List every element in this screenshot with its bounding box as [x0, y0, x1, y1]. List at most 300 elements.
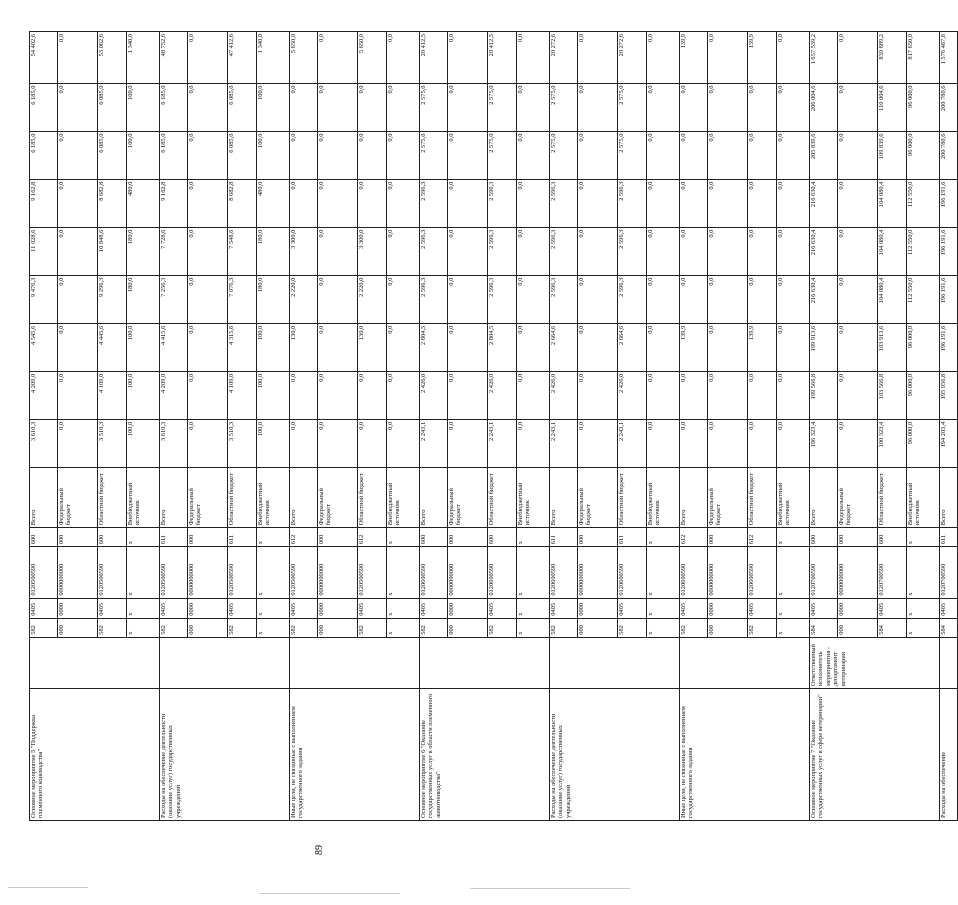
year-value: 0,0	[318, 323, 358, 371]
grbs-code: 000	[318, 618, 358, 637]
funding-source: Всего	[810, 467, 838, 527]
csr-code: x	[647, 547, 680, 598]
csr-code: 0120700590	[878, 547, 907, 598]
year-value: 0,0	[838, 323, 878, 371]
year-value: 7 548,6	[228, 227, 257, 275]
year-value: 216 630,4	[810, 275, 838, 323]
executor-cell	[160, 637, 290, 688]
funding-source: Внебюджетный источник	[387, 467, 420, 527]
csr-code: 0120600590	[680, 547, 708, 598]
year-value: 216 630,4	[810, 179, 838, 227]
funding-source: Федеральный бюджет	[448, 467, 488, 527]
funding-source: Всего	[30, 467, 58, 527]
total-value: 20 272,6	[550, 32, 578, 84]
year-value: 0,0	[777, 227, 810, 275]
csr-code: 0000000000	[188, 547, 228, 598]
year-value: 2 596,3	[488, 227, 517, 275]
csr-code: 0000000000	[58, 547, 98, 598]
year-value: 2 575,0	[488, 83, 517, 131]
year-value: 130,0	[358, 323, 387, 371]
grbs-code: 584	[878, 618, 907, 637]
vr-code: 611	[228, 528, 257, 547]
rzpr-code: 0405	[420, 598, 448, 618]
total-value: 5 650,0	[290, 32, 318, 84]
total-value: 1 340,0	[257, 32, 290, 84]
vr-code: x	[127, 528, 160, 547]
year-value: 0,0	[578, 275, 618, 323]
year-value: 4 109,0	[228, 371, 257, 419]
year-value: 0,0	[680, 179, 708, 227]
csr-code: 0120500590	[30, 547, 58, 598]
year-value: 0,0	[58, 419, 98, 467]
csr-code: 0120700590	[940, 547, 958, 598]
year-value: 216 630,4	[810, 227, 838, 275]
table-row	[30, 32, 58, 821]
year-value: 112 550,0	[907, 275, 940, 323]
year-value: 100 323,4	[878, 419, 907, 467]
executor-cell	[550, 637, 680, 688]
vr-code: 611	[940, 528, 958, 547]
year-value: 2 575,0	[618, 131, 647, 179]
csr-code: 0000000000	[838, 547, 878, 598]
total-value: 5 650,0	[358, 32, 387, 84]
year-value: 0,0	[708, 131, 748, 179]
total-value: 20 272,6	[618, 32, 647, 84]
year-value: 3 510,3	[228, 419, 257, 467]
funding-source: Областной бюджет	[488, 467, 517, 527]
year-value: 0,0	[680, 83, 708, 131]
year-value: 0,0	[708, 179, 748, 227]
year-value: 0,0	[358, 131, 387, 179]
year-value: 0,0	[647, 323, 680, 371]
year-value: 2 220,0	[290, 275, 318, 323]
year-value: 0,0	[748, 371, 777, 419]
total-value: 54 402,6	[30, 32, 58, 84]
year-value: 4 109,0	[98, 371, 127, 419]
grbs-code: 000	[58, 618, 98, 637]
total-value: 839 889,2	[878, 32, 907, 84]
year-value: 0,0	[517, 371, 550, 419]
activity-title: Расходы на обеспечение деятельности (оказание услуг) государственных учреждений	[550, 689, 680, 821]
year-value: 4 209,0	[30, 371, 58, 419]
total-value: 48 752,6	[160, 32, 188, 84]
year-value: 100,0	[257, 371, 290, 419]
funding-source: Всего	[680, 467, 708, 527]
year-value: 0,0	[318, 83, 358, 131]
budget-table	[29, 31, 958, 821]
funding-source: Внебюджетный источник	[517, 467, 550, 527]
year-value: 0,0	[188, 323, 228, 371]
activity-title: Расходы на обеспечение	[940, 689, 958, 821]
year-value: 100,0	[127, 323, 160, 371]
year-value: 2 575,0	[618, 83, 647, 131]
year-value: 2 596,3	[618, 227, 647, 275]
vr-code: 611	[160, 528, 188, 547]
csr-code: 0120600590	[488, 547, 517, 598]
year-value: 6 185,0	[30, 131, 58, 179]
vr-code: 600	[488, 528, 517, 547]
year-value: 3 300,0	[290, 227, 318, 275]
year-value: 9 162,8	[160, 179, 188, 227]
year-value: 6 085,0	[98, 83, 127, 131]
grbs-code: 582	[748, 618, 777, 637]
year-value: 2 220,0	[358, 275, 387, 323]
year-value: 196 323,4	[810, 419, 838, 467]
total-value: 0,0	[318, 32, 358, 84]
table-row	[160, 32, 188, 821]
funding-source: Внебюджетный источник	[257, 467, 290, 527]
grbs-code: 582	[228, 618, 257, 637]
vr-code: 000	[448, 528, 488, 547]
total-value: 47 412,6	[228, 32, 257, 84]
year-value: 2 596,3	[488, 179, 517, 227]
vr-code: 600	[98, 528, 127, 547]
vr-code: 000	[188, 528, 228, 547]
year-value: 2 596,3	[420, 227, 448, 275]
funding-source: Областной бюджет	[878, 467, 907, 527]
year-value: 0,0	[387, 275, 420, 323]
rzpr-code: 0405	[290, 598, 318, 618]
grbs-code: x	[127, 618, 160, 637]
year-value: 0,0	[517, 179, 550, 227]
grbs-code: 582	[30, 618, 58, 637]
funding-source: Федеральный бюджет	[838, 467, 878, 527]
year-value: 0,0	[647, 131, 680, 179]
vr-code: 000	[838, 528, 878, 547]
year-value: 139,9	[748, 323, 777, 371]
year-value: 0,0	[748, 419, 777, 467]
year-value: 480,0	[127, 179, 160, 227]
year-value: 6 085,0	[98, 131, 127, 179]
year-value: 0,0	[517, 131, 550, 179]
year-value: 0,0	[680, 275, 708, 323]
year-value: 0,0	[680, 131, 708, 179]
activity-title: Основное мероприятие 7 "Оказание государственных услуг в сфере ветеринарии"	[810, 689, 940, 821]
funding-source: Внебюджетный источник	[647, 467, 680, 527]
rotated-table-page	[29, 31, 947, 821]
rzpr-code: 0405	[550, 598, 578, 618]
grbs-code: 582	[420, 618, 448, 637]
rzpr-code: 0000	[448, 598, 488, 618]
year-value: 2 664,6	[550, 323, 578, 371]
rzpr-code: 0000	[318, 598, 358, 618]
year-value: 2 575,0	[420, 83, 448, 131]
year-value: 11 028,6	[30, 227, 58, 275]
rzpr-code: 0405	[618, 598, 647, 618]
grbs-code: 000	[448, 618, 488, 637]
year-value: 7 076,3	[228, 275, 257, 323]
total-value: 0,0	[188, 32, 228, 84]
csr-code: x	[777, 547, 810, 598]
funding-source: Федеральный бюджет	[58, 467, 98, 527]
year-value: 0,0	[578, 227, 618, 275]
vr-code: x	[257, 528, 290, 547]
year-value: 100,0	[127, 371, 160, 419]
year-value: 112 550,0	[907, 179, 940, 227]
vr-code: 612	[680, 528, 708, 547]
executor-cell	[30, 637, 160, 688]
grbs-code: 000	[708, 618, 748, 637]
grbs-code: 584	[940, 618, 958, 637]
total-value: 0,0	[838, 32, 878, 84]
csr-code: x	[127, 547, 160, 598]
year-value: 6 085,0	[228, 83, 257, 131]
year-value: 0,0	[448, 419, 488, 467]
year-value: 0,0	[708, 275, 748, 323]
csr-code: x	[387, 547, 420, 598]
vr-code: 000	[318, 528, 358, 547]
year-value: 0,0	[387, 323, 420, 371]
executor-cell	[290, 637, 420, 688]
year-value: 0,0	[838, 419, 878, 467]
year-value: 0,0	[448, 323, 488, 371]
csr-code: 0120600590	[748, 547, 777, 598]
year-value: 0,0	[578, 179, 618, 227]
funding-source: Всего	[420, 467, 448, 527]
year-value: 0,0	[448, 179, 488, 227]
vr-code: x	[517, 528, 550, 547]
year-value: 2 426,0	[550, 371, 578, 419]
year-value: 0,0	[448, 83, 488, 131]
year-value: 0,0	[188, 83, 228, 131]
grbs-code: 582	[98, 618, 127, 637]
year-value: 196 191,6	[940, 275, 958, 323]
grbs-code: 582	[618, 618, 647, 637]
year-value: 0,0	[188, 371, 228, 419]
year-value: 0,0	[358, 371, 387, 419]
rzpr-code: 0000	[708, 598, 748, 618]
year-value: 100,0	[257, 419, 290, 467]
rzpr-code: x	[387, 598, 420, 618]
total-value: 0,0	[578, 32, 618, 84]
year-value: 0,0	[647, 371, 680, 419]
year-value: 0,0	[290, 131, 318, 179]
vr-code: 000	[58, 528, 98, 547]
year-value: 0,0	[448, 131, 488, 179]
year-value: 6 085,0	[228, 131, 257, 179]
year-value: 110 004,6	[878, 83, 907, 131]
year-value: 0,0	[748, 275, 777, 323]
grbs-code: 000	[188, 618, 228, 637]
year-value: 0,0	[318, 419, 358, 467]
total-value: 53 062,6	[98, 32, 127, 84]
year-value: 0,0	[708, 83, 748, 131]
vr-code: x	[647, 528, 680, 547]
year-value: 2 596,3	[420, 179, 448, 227]
rzpr-code: x	[777, 598, 810, 618]
total-value: 139,9	[748, 32, 777, 84]
total-value: 817 650,0	[907, 32, 940, 84]
year-value: 0,0	[188, 179, 228, 227]
csr-code: x	[257, 547, 290, 598]
year-value: 2 575,0	[420, 131, 448, 179]
funding-source: Федеральный бюджет	[708, 467, 748, 527]
year-value: 6 185,0	[30, 83, 58, 131]
year-value: 194 203,4	[940, 419, 958, 467]
year-value: 0,0	[58, 275, 98, 323]
year-value: 0,0	[838, 275, 878, 323]
grbs-code: 582	[160, 618, 188, 637]
rzpr-code: 0405	[160, 598, 188, 618]
year-value: 0,0	[748, 83, 777, 131]
year-value: 0,0	[838, 131, 878, 179]
year-value: 180,0	[127, 227, 160, 275]
year-value: 2 596,3	[618, 275, 647, 323]
year-value: 0,0	[318, 131, 358, 179]
year-value: 100,0	[127, 419, 160, 467]
funding-source: Всего	[550, 467, 578, 527]
scan-line	[260, 893, 400, 894]
year-value: 0,0	[708, 323, 748, 371]
year-value: 199 566,8	[810, 371, 838, 419]
year-value: 96 000,0	[907, 83, 940, 131]
year-value: 0,0	[290, 179, 318, 227]
year-value: 2 426,0	[618, 371, 647, 419]
vr-code: 612	[748, 528, 777, 547]
year-value: 6 185,0	[160, 131, 188, 179]
total-value: 1 576 487,8	[940, 32, 958, 84]
year-value: 0,0	[647, 179, 680, 227]
year-value: 2 596,3	[550, 227, 578, 275]
year-value: 2 575,0	[550, 131, 578, 179]
year-value: 0,0	[387, 179, 420, 227]
grbs-code: x	[777, 618, 810, 637]
year-value: 180,0	[257, 275, 290, 323]
year-value: 0,0	[318, 275, 358, 323]
funding-source: Всего	[940, 467, 958, 527]
csr-code: 0120500590	[228, 547, 257, 598]
year-value: 0,0	[838, 227, 878, 275]
year-value: 180,0	[257, 227, 290, 275]
grbs-code: 582	[488, 618, 517, 637]
year-value: 2 426,0	[488, 371, 517, 419]
activity-title: Расходы на обеспечение деятельности (оказание услуг) государственных учреждений	[160, 689, 290, 821]
year-value: 100,0	[127, 83, 160, 131]
year-value: 0,0	[58, 227, 98, 275]
executor-cell	[420, 637, 550, 688]
grbs-code: 582	[680, 618, 708, 637]
csr-code: 0120600590	[550, 547, 578, 598]
csr-code: 0120600590	[420, 547, 448, 598]
year-value: 4 545,6	[30, 323, 58, 371]
year-value: 96 000,0	[907, 419, 940, 467]
total-value: 0,0	[777, 32, 810, 84]
total-value: 1 657 539,2	[810, 32, 838, 84]
scan-line	[470, 888, 630, 889]
year-value: 112 550,0	[907, 227, 940, 275]
executor-cell: Ответственный исполнитель мероприятия - департамент ветеринарии	[810, 637, 940, 688]
rzpr-code: 0405	[878, 598, 907, 618]
vr-code: 600	[30, 528, 58, 547]
grbs-code: x	[907, 618, 940, 637]
year-value: 0,0	[448, 371, 488, 419]
year-value: 8 682,8	[98, 179, 127, 227]
csr-code: 0120500590	[160, 547, 188, 598]
year-value: 180,0	[127, 275, 160, 323]
rzpr-code: 0405	[30, 598, 58, 618]
table-row	[810, 32, 838, 821]
year-value: 7 728,6	[160, 227, 188, 275]
year-value: 480,0	[257, 179, 290, 227]
year-value: 100,0	[127, 131, 160, 179]
year-value: 0,0	[777, 275, 810, 323]
year-value: 0,0	[448, 227, 488, 275]
year-value: 2 596,3	[618, 179, 647, 227]
year-value: 0,0	[290, 419, 318, 467]
funding-source: Всего	[160, 467, 188, 527]
grbs-code: 582	[290, 618, 318, 637]
grbs-code: 582	[550, 618, 578, 637]
year-value: 0,0	[838, 371, 878, 419]
year-value: 0,0	[578, 83, 618, 131]
year-value: 2 664,6	[618, 323, 647, 371]
year-value: 0,0	[58, 131, 98, 179]
vr-code: 612	[290, 528, 318, 547]
year-value: 4 445,6	[98, 323, 127, 371]
year-value: 2 243,1	[420, 419, 448, 467]
year-value: 2 243,1	[550, 419, 578, 467]
year-value: 0,0	[647, 275, 680, 323]
year-value: 206 004,6	[810, 83, 838, 131]
year-value: 3 610,3	[160, 419, 188, 467]
year-value: 104 080,4	[878, 227, 907, 275]
table-row	[550, 32, 578, 821]
year-value: 195 956,8	[940, 371, 958, 419]
year-value: 0,0	[188, 419, 228, 467]
funding-source: Внебюджетный источник	[777, 467, 810, 527]
csr-code: 0000000000	[708, 547, 748, 598]
year-value: 0,0	[777, 179, 810, 227]
year-value: 0,0	[777, 323, 810, 371]
year-value: 0,0	[387, 83, 420, 131]
scan-line	[8, 887, 88, 888]
csr-code: 0120600590	[618, 547, 647, 598]
vr-code: 600	[420, 528, 448, 547]
csr-code: 0000000000	[578, 547, 618, 598]
vr-code: x	[777, 528, 810, 547]
table-row	[940, 32, 958, 821]
year-value: 0,0	[708, 419, 748, 467]
year-value: 0,0	[578, 419, 618, 467]
year-value: 9 296,3	[98, 275, 127, 323]
year-value: 7 256,3	[160, 275, 188, 323]
year-value: 9 162,8	[30, 179, 58, 227]
total-value: 20 412,5	[420, 32, 448, 84]
year-value: 0,0	[748, 179, 777, 227]
page-number: 89	[314, 845, 325, 855]
vr-code: 000	[578, 528, 618, 547]
vr-code: 611	[550, 528, 578, 547]
year-value: 109 839,6	[878, 131, 907, 179]
vr-code: x	[387, 528, 420, 547]
csr-code: 0120500590	[290, 547, 318, 598]
year-value: 96 000,0	[907, 323, 940, 371]
funding-source: Внебюджетный источник	[127, 467, 160, 527]
total-value: 0,0	[708, 32, 748, 84]
year-value: 0,0	[680, 371, 708, 419]
total-value: 0,0	[58, 32, 98, 84]
rzpr-code: 0000	[578, 598, 618, 618]
year-value: 2 575,0	[550, 83, 578, 131]
year-value: 2 575,0	[488, 131, 517, 179]
year-value: 0,0	[708, 227, 748, 275]
year-value: 4 415,6	[160, 323, 188, 371]
year-value: 0,0	[387, 371, 420, 419]
year-value: 96 000,0	[907, 371, 940, 419]
table-row	[680, 32, 708, 821]
grbs-code: 000	[578, 618, 618, 637]
year-value: 2 596,3	[420, 275, 448, 323]
